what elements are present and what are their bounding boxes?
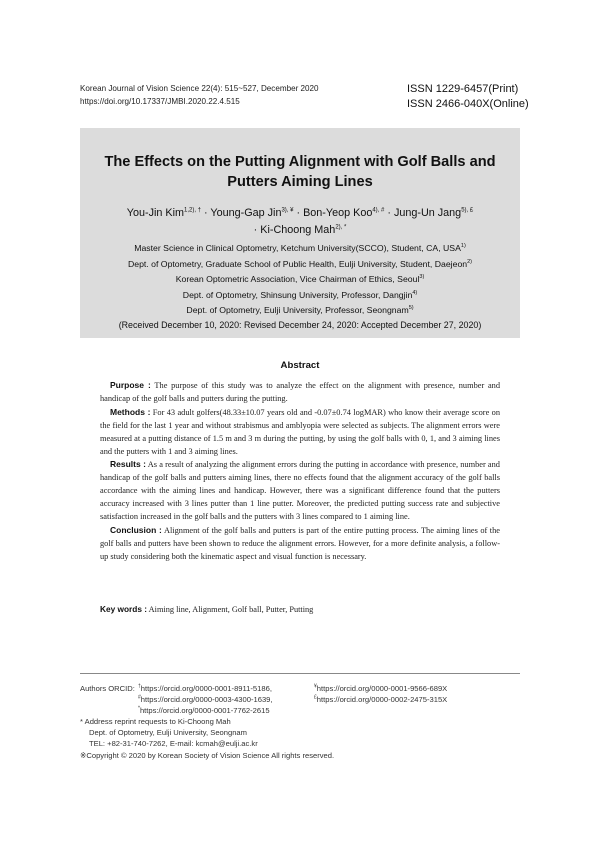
affiliation: Dept. of Optometry, Eulji University, Professor, Seongnam$^{5)}$ — [186, 305, 414, 316]
author-marks: 2), * — [335, 224, 347, 231]
corr-line-3: TEL: +82-31-740-7262, E-mail: kcmah@eulji.ac.kr — [89, 739, 258, 749]
author-separator: · — [387, 207, 394, 219]
purpose-text: The purpose of this study was to analyze the effect on the alignment with presence, number and handicap of the golf balls and putters during the putting. — [100, 381, 500, 403]
author-name: Young-Gap Jin — [210, 207, 282, 219]
corr-line-2: Dept. of Optometry, Eulji University, Seongnam — [89, 728, 247, 738]
affiliation-list — [80, 241, 520, 319]
orcid-entry[interactable]: ¥https://orcid.org/0000-0001-9566-689X — [314, 683, 448, 693]
affiliation: Korean Optometric Association, Vice Chairman of Ethics, Seoul$^{3)}$ — [175, 274, 425, 285]
author-list — [80, 205, 520, 239]
orcid-label: Authors ORCID: — [80, 684, 135, 693]
journal-citation: Korean Journal of Vision Science 22(4): 515~527, December 2020 — [80, 84, 319, 93]
doi-link[interactable]: https://doi.org/10.17337/JMBI.2020.22.4.515 — [80, 97, 240, 106]
keywords — [100, 604, 313, 614]
author-marks: 1,2), † — [184, 207, 202, 214]
orcid-entry[interactable]: †https://orcid.org/0000-0001-8911-5186, — [138, 683, 272, 693]
author-marks: 4), # — [372, 207, 385, 214]
copyright: ※Copyright © 2020 by Korean Society of Vision Science All rights reserved. — [80, 751, 335, 760]
author-marks: 3), ¥ — [281, 207, 294, 214]
methods-text: For 43 adult golfers(48.33±10.07 years old and -0.07±0.74 logMAR) who know their average score on the field for the last 1 year and without strabismus and amblyopia were selected as subjects. The alignment errors were measured at a putting distance of 1.5 m and 3 m during the putting, by using the golf balls with 0, 1, and 3 aiming lines and the putters with 1 and 3 aiming lines. — [100, 407, 500, 456]
affiliation: Master Science in Clinical Optometry, Ketchum University(SCCO), Student, CA, USA$^{1)}$ — [134, 243, 466, 253]
abstract-conclusion — [100, 524, 500, 564]
keywords-text: Aiming line, Alignment, Golf ball, Putter, Putting — [148, 605, 314, 614]
author-name: Ki-Choong Mah — [260, 224, 336, 236]
title-line-2: Putters Aiming Lines — [227, 174, 373, 190]
abstract-results — [100, 458, 500, 524]
abstract-body — [100, 379, 500, 564]
author-line-2 — [80, 222, 520, 239]
conclusion-label: Conclusion : — [110, 524, 162, 535]
orcid-column-2 — [314, 683, 447, 705]
results-text: As a result of analyzing the alignment errors during the putting in accordance with presence, number and handicap of the golf balls and putters aiming lines, there no effects found that the alignment accuracy of the golf balls accordance with the aiming lines and handicap. However, there was a significant difference found that the putters accuracy increased with 3 lines putter than 1 line putter. Moreover, the predicted putting success rate and subjective satisfaction increased in the golf balls and the putters with 3 lines compared to 1 aiming line. — [100, 460, 500, 522]
title-line-1: The Effects on the Putting Alignment with Golf Balls and — [104, 154, 496, 170]
keywords-label: Key words : — [100, 604, 148, 614]
affiliation: Dept. of Optometry, Graduate School of Public Health, Eulji University, Student, Daejeon$^{2)}$ — [127, 258, 473, 269]
author-marks: 5), £ — [461, 207, 474, 214]
author-separator: · — [204, 207, 211, 219]
correspondence — [80, 716, 258, 749]
author-separator: · — [296, 207, 304, 219]
purpose-label: Purpose : — [110, 380, 151, 390]
orcid-entry[interactable]: #https://orcid.org/0000-0003-4300-1639, — [138, 694, 273, 705]
conclusion-text: Alignment of the golf balls and putters is part of the entire putting process. The aiming lines of the golf balls and putters have been shown to reduce the alignment errors. However, for a more definite analysis, a follow-up study considering both the kinematic aspect and visual function is necessary. — [100, 525, 500, 561]
author-name: Bon-Yeop Koo — [303, 207, 373, 219]
abstract-purpose — [100, 379, 500, 406]
abstract-heading: Abstract — [280, 360, 320, 371]
issn-online: ISSN 2466-040X(Online) — [407, 98, 529, 110]
methods-label: Methods : — [110, 406, 151, 417]
results-label: Results : — [110, 459, 147, 470]
title-box — [80, 128, 520, 338]
author-line-1 — [80, 205, 520, 222]
issn-print: ISSN 1229-6457(Print) — [407, 83, 519, 95]
paper-title — [80, 152, 520, 192]
author-name: You-Jin Kim — [126, 207, 184, 219]
orcid-column-1 — [138, 683, 273, 716]
journal-info — [80, 82, 319, 108]
orcid-entry[interactable]: *https://orcid.org/0000-0001-7762-2615 — [138, 705, 270, 716]
corr-line-1: * Address reprint requests to Ki-Choong Mah — [80, 717, 231, 726]
footer-divider — [80, 673, 520, 674]
abstract-methods — [100, 406, 500, 459]
received-dates: (Received December 10, 2020: Revised December 24, 2020: Accepted December 27, 2020) — [118, 320, 482, 330]
orcid-entry[interactable]: £https://orcid.org/0000-0002-2475-315X — [314, 694, 448, 705]
author-separator: · — [253, 224, 261, 236]
issn-block — [407, 82, 529, 112]
affiliation: Dept. of Optometry, Shinsung University, Professor, Dangjin$^{4)}$ — [182, 289, 418, 300]
author-name: Jung-Un Jang — [393, 207, 462, 219]
